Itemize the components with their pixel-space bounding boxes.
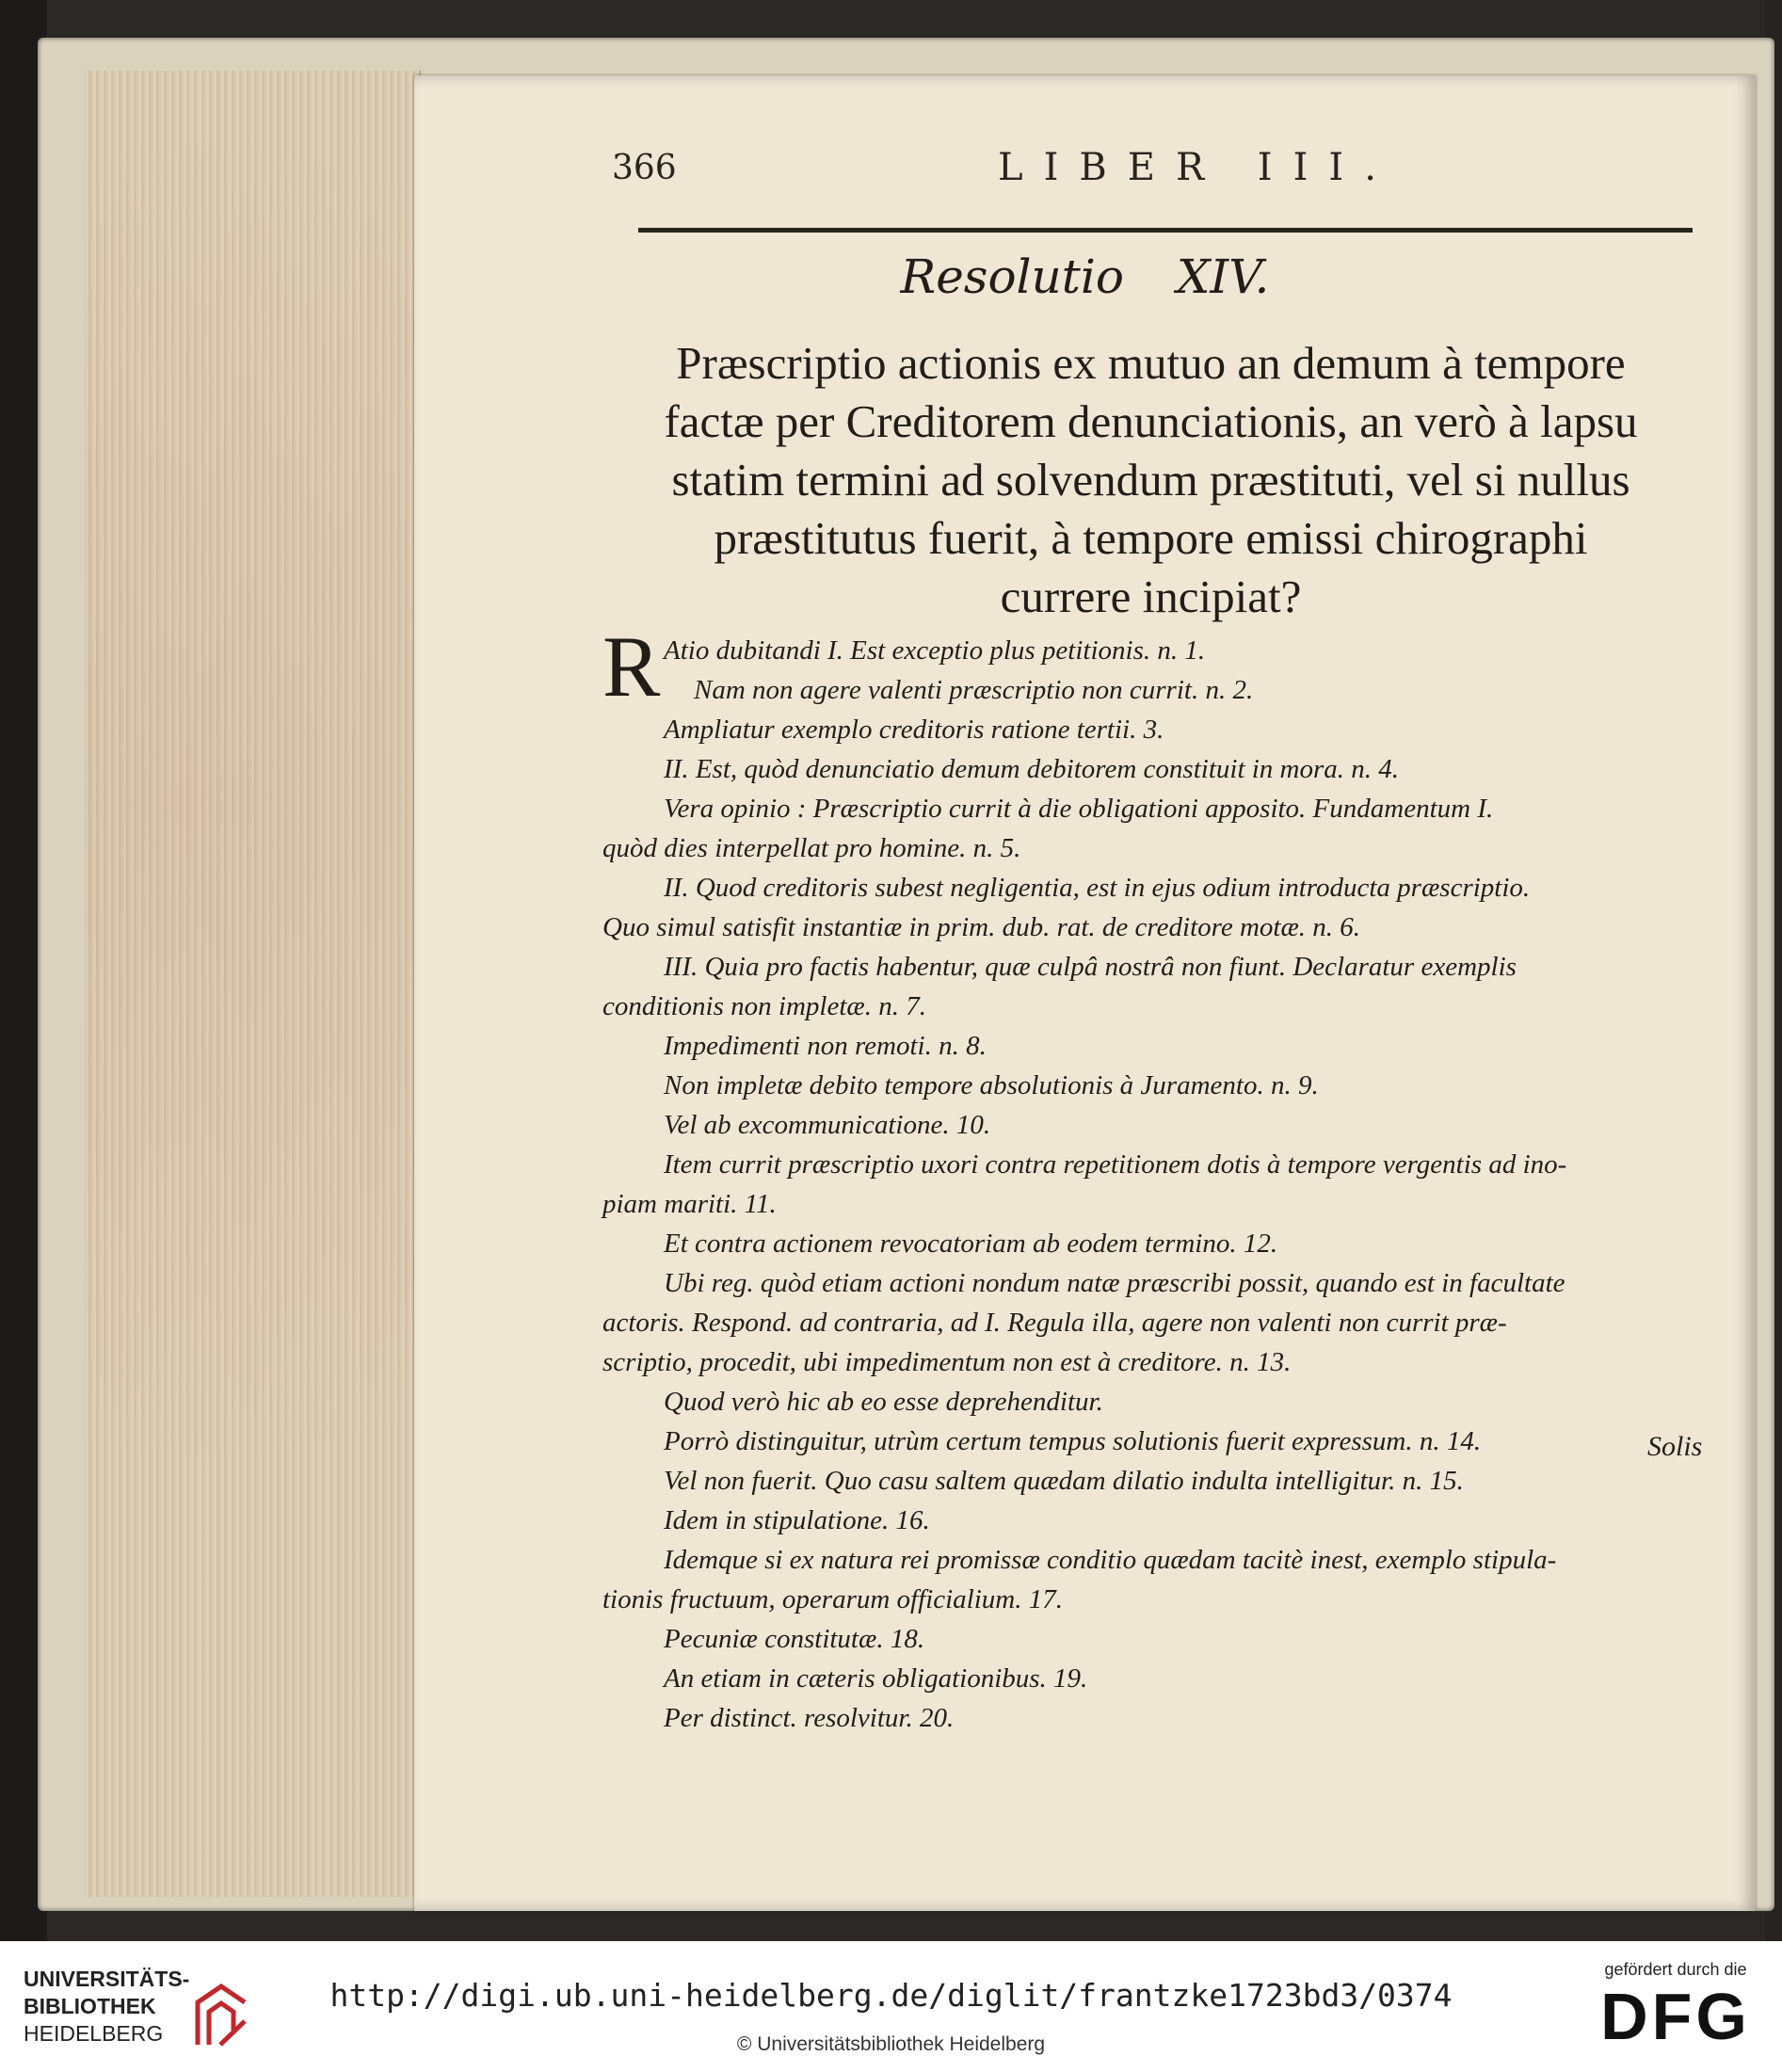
summary-line: Nam non agere valenti præscriptio non currit. n. 2. bbox=[694, 675, 1254, 705]
summary-line: Vera opinio : Præscriptio currit à die obligationi apposito. Fundamentum I. bbox=[664, 794, 1494, 824]
summary-line: Pecuniæ constitutæ. 18. bbox=[664, 1624, 925, 1654]
resolution-title bbox=[602, 334, 1699, 626]
summary-line: An etiam in cæteris obligationibus. 19. bbox=[664, 1663, 1088, 1694]
summary-line: Porrò distinguitur, utrùm certum tempus solutionis fuerit expressum. n. 14. bbox=[664, 1426, 1482, 1456]
title-line: statim termini ad solvendum præstituti, vel si nullus bbox=[671, 454, 1630, 506]
permalink-url[interactable]: http://digi.ub.uni-heidelberg.de/diglit/frantzke1723bd3/0374 bbox=[329, 1977, 1453, 2014]
header-rule bbox=[638, 228, 1693, 233]
title-line: præstitutus fuerit, à tempore emissi chirographi bbox=[714, 512, 1588, 564]
summary-line: Vel non fuerit. Quo casu saltem quædam dilatio indulta intelligitur. n. 15. bbox=[664, 1466, 1464, 1496]
summary-line: Impedimenti non remoti. n. 8. bbox=[664, 1031, 987, 1061]
summary-line: Ampliatur exemplo creditoris ratione tertii. 3. bbox=[664, 715, 1164, 745]
summary-line: Item currit præscriptio uxori contra repetitionem dotis à tempore vergentis ad ino- bbox=[664, 1149, 1567, 1180]
summary-line: Ubi reg. quòd etiam actioni nondum natæ præscribi possit, quando est in facultate bbox=[664, 1268, 1565, 1298]
summary-line: quòd dies interpellat pro homine. n. 5. bbox=[602, 833, 1021, 863]
summary-text bbox=[602, 618, 1709, 1738]
book-page bbox=[414, 75, 1756, 1911]
library-name-line: BIBLIOTHEK bbox=[24, 1994, 156, 2018]
summary-line: tionis fructuum, operarum officialium. 17. bbox=[602, 1584, 1063, 1614]
section-heading: Resolutio XIV. bbox=[900, 249, 1270, 304]
footer-bar bbox=[0, 1941, 1782, 2072]
summary-line: Et contra actionem revocatoriam ab eodem termino. 12. bbox=[664, 1229, 1278, 1259]
dfg-wordmark: DFG bbox=[1600, 1980, 1751, 2053]
summary-line: Atio dubitandi I. Est exceptio plus petitionis. n. 1. bbox=[664, 635, 1206, 666]
summary-line: II. Quod creditoris subest negligentia, est in ejus odium introducta præscriptio. bbox=[664, 873, 1531, 903]
page-number: 366 bbox=[612, 149, 677, 187]
title-line: Præscriptio actionis ex mutuo an demum à tempore bbox=[676, 337, 1626, 389]
dfg-logo[interactable] bbox=[1581, 1960, 1770, 2053]
catchword: Solis bbox=[1647, 1431, 1703, 1462]
summary-line: Non impletæ debito tempore absolutionis à Juramento. n. 9. bbox=[664, 1070, 1319, 1100]
summary-line: scriptio, procedit, ubi impedimentum non est à creditore. n. 13. bbox=[602, 1347, 1292, 1377]
drop-cap: R bbox=[602, 618, 661, 715]
summary-line: Quo simul satisfit instantiæ in prim. dub. rat. de creditore motæ. n. 6. bbox=[602, 912, 1361, 942]
title-line: factæ per Creditorem denunciationis, an verò à lapsu bbox=[664, 395, 1638, 447]
summary-line: Idemque si ex natura rei promissæ conditio quædam tacitè inest, exemplo stipula- bbox=[664, 1545, 1557, 1575]
copyright-text: © Universitätsbibliothek Heidelberg bbox=[736, 2033, 1046, 2055]
page-edges bbox=[85, 71, 421, 1897]
summary-line: conditionis non impletæ. n. 7. bbox=[602, 991, 926, 1021]
library-name-line: HEIDELBERG bbox=[24, 2021, 164, 2046]
summary-line: Vel ab excommunicatione. 10. bbox=[664, 1110, 991, 1140]
dfg-funding-label: gefördert durch die bbox=[1604, 1960, 1747, 1979]
summary-line: II. Est, quòd denunciatio demum debitorem constituit in mora. n. 4. bbox=[664, 754, 1400, 784]
running-head: LIBER III. bbox=[998, 146, 1397, 189]
summary-line: Quod verò hic ab eo esse deprehenditur. bbox=[664, 1387, 1103, 1417]
title-line: currere incipiat? bbox=[1000, 570, 1302, 622]
summary-line: piam mariti. 11. bbox=[602, 1189, 777, 1219]
summary-line: actoris. Respond. ad contraria, ad I. Regula illa, agere non valenti non currit præ- bbox=[602, 1308, 1507, 1338]
summary-line: III. Quia pro factis habentur, quæ culpâ nostrâ non fiunt. Declaratur exemplis bbox=[664, 952, 1517, 982]
library-name-line: UNIVERSITÄTS- bbox=[24, 1967, 190, 1991]
summary-line: Per distinct. resolvitur. 20. bbox=[664, 1703, 955, 1733]
summary-line: Idem in stipulatione. 16. bbox=[664, 1505, 930, 1535]
